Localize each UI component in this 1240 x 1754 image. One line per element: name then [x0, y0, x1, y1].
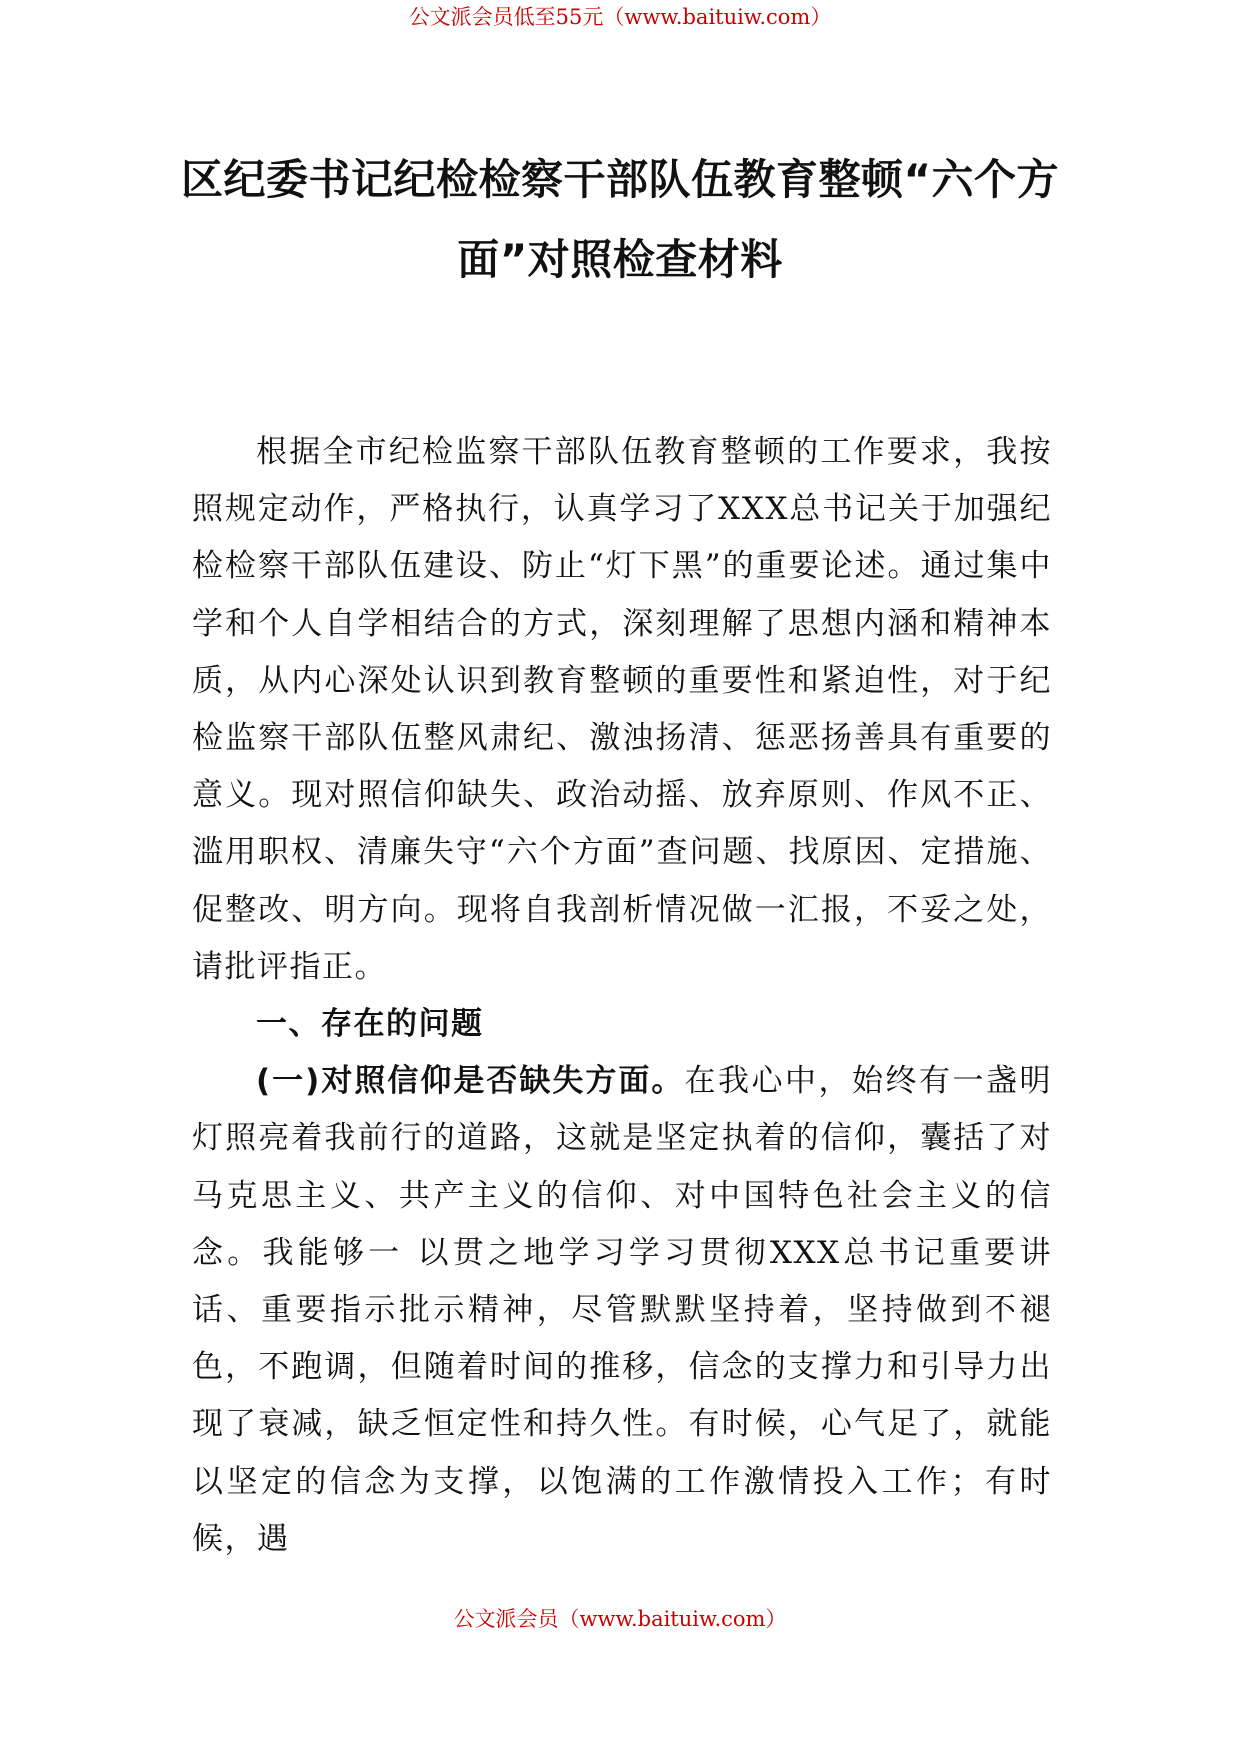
document-body — [192, 424, 1052, 1568]
subsection-title: (一)对照信仰是否缺失方面。 — [256, 1063, 685, 1100]
intro-paragraph: 根据全市纪检监察干部队伍教育整顿的工作要求，我按照规定动作，严格执行，认真学习了XXX总书记关于加强纪检检察干部队伍建设、防止“灯下黑”的重要论述。通过集中学和个人自学相结合的方式，深刻理解了思想内涵和精神本质，从内心深处认识到教育整顿的重要性和紧迫性，对于纪检监察干部队伍整风肃纪、激浊扬清、惩恶扬善具有重要的意义。现对照信仰缺失、政治动摇、放弃原则、作风不正、滥用职权、清廉失守“六个方面”查问题、找原因、定措施、促整改、明方向。现将自我剖析情况做一汇报，不妥之处，请批评指正。 — [192, 434, 1052, 985]
header-banner: 公文派会员低至55元（www.baituiw.com） — [408, 5, 832, 29]
footer-banner: 公文派会员（www.baituiw.com） — [453, 1607, 787, 1631]
subsection-body: 在我心中，始终有一盏明灯照亮着我前行的道路，这就是坚定执着的信仰，囊括了对马克思主义、共产主义的信仰、对中国特色社会主义的信念。我能够一 以贯之地学习学习贯彻XXX总书记重要讲话、重要指示批示精神，尽管默默坚持着，坚持做到不褪色，不跑调，但随着时间的推移，信念的支撑力和引导力出现了衰减，缺乏恒定性和持久性。有时候，心气足了，就能以坚定的信念为支撑，以饱满的工作激情投入工作；有时候，遇 — [192, 1063, 1053, 1557]
section-paragraph — [192, 1053, 1052, 1568]
section-heading: 一、存在的问题 — [256, 1006, 484, 1043]
document-title: 区纪委书记纪检检察干部队伍教育整顿“六个方面”对照检查材料 — [180, 155, 1060, 284]
